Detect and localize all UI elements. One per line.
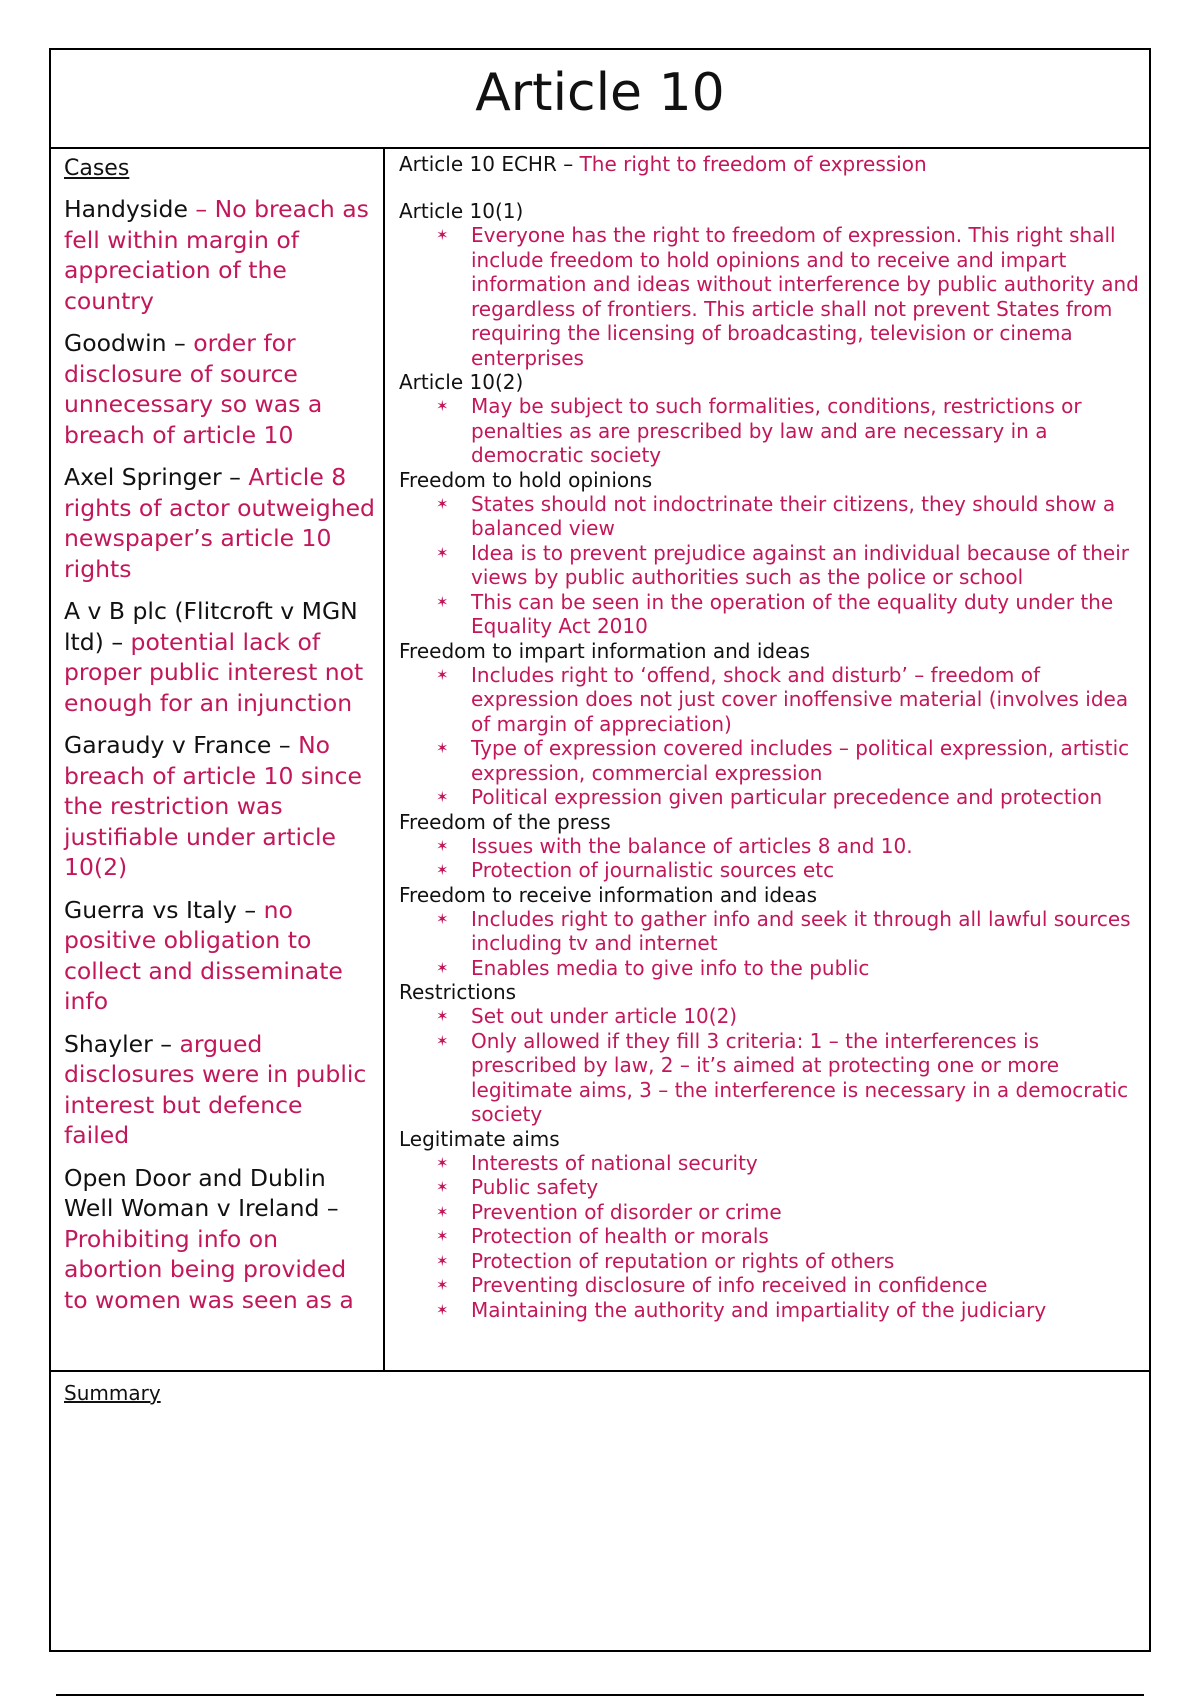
bullet-text: States should not indoctrinate their citizens, they should show a balanced view bbox=[471, 491, 1116, 540]
bullet-text: This can be seen in the operation of the equality duty under the Equality Act 2010 bbox=[471, 589, 1114, 638]
article-heading bbox=[399, 152, 1141, 176]
bullet-item bbox=[436, 1004, 1141, 1029]
case-description: Article 8 rights of actor outweighed newspaper’s article 10 rights bbox=[64, 463, 375, 583]
star-bullet-icon: ✶ bbox=[436, 1300, 449, 1319]
section-title: Article 10(1) bbox=[399, 199, 524, 223]
case-name: Shayler bbox=[64, 1029, 153, 1058]
bullet-text: Protection of health or morals bbox=[471, 1224, 769, 1248]
star-bullet-icon: ✶ bbox=[436, 1007, 449, 1025]
star-bullet-icon: ✶ bbox=[436, 958, 449, 977]
case-separator: – bbox=[319, 1194, 339, 1222]
bullet-text: Includes right to gather info and seek it through all lawful sources including tv and internet bbox=[471, 906, 1131, 955]
case-item bbox=[64, 1029, 375, 1151]
star-bullet-icon: ✶ bbox=[436, 592, 449, 611]
bullet-text: Prevention of disorder or crime bbox=[471, 1199, 782, 1224]
star-bullet-icon: ✶ bbox=[436, 739, 449, 757]
bullet-list bbox=[399, 907, 1141, 981]
bullet-text: Issues with the balance of articles 8 and 10. bbox=[471, 833, 913, 858]
case-name: Goodwin bbox=[64, 329, 167, 357]
bullet-text: Enables media to give info to the public bbox=[471, 955, 870, 980]
case-description: argued disclosures were in public interest but defence failed bbox=[64, 1029, 367, 1149]
bullet-item bbox=[436, 955, 1141, 981]
bullet-text: Everyone has the right to freedom of expression. This right shall include freedom to hold opinions and to receive and impart information and ideas without interference by public authority and regardless of frontiers. This article shall not prevent States from requiring the licensing of broadcasting, television or cinema enterprises bbox=[471, 223, 1139, 370]
bullet-text: Public safety bbox=[471, 1175, 599, 1199]
bullet-item bbox=[436, 1028, 1141, 1127]
page-title: Article 10 bbox=[475, 63, 725, 123]
star-bullet-icon: ✶ bbox=[436, 543, 449, 562]
star-bullet-icon: ✶ bbox=[436, 788, 449, 806]
star-bullet-icon: ✶ bbox=[436, 836, 449, 855]
case-description: Prohibiting info on abortion being provided to women was seen as a bbox=[64, 1224, 354, 1314]
case-separator: – bbox=[236, 895, 264, 924]
section-title: Article 10(2) bbox=[399, 370, 524, 394]
bullet-item bbox=[436, 906, 1141, 956]
case-description: no positive obligation to collect and disseminate info bbox=[64, 895, 343, 1015]
case-item bbox=[64, 730, 375, 883]
star-bullet-icon: ✶ bbox=[436, 494, 449, 513]
case-item bbox=[64, 462, 375, 584]
bullet-text: Includes right to ‘offend, shock and disturb’ – freedom of expression does not just cover inoffensive material (involves idea of margin of appreciation) bbox=[471, 662, 1129, 736]
footer-divider bbox=[56, 1694, 1144, 1696]
bullet-text: Protection of reputation or rights of others bbox=[471, 1248, 895, 1273]
case-item bbox=[64, 194, 375, 316]
bullet-list bbox=[399, 1004, 1141, 1127]
section-title: Freedom to receive information and ideas bbox=[399, 882, 818, 907]
case-description: No breach as fell within margin of appreciation of the country bbox=[64, 195, 369, 315]
article-heading-label: Article 10 ECHR – bbox=[399, 152, 580, 176]
case-separator: – bbox=[103, 627, 131, 656]
bullet-item bbox=[436, 785, 1141, 810]
bullet-item bbox=[436, 1273, 1141, 1298]
bullet-item bbox=[436, 1150, 1141, 1176]
star-bullet-icon: ✶ bbox=[436, 1178, 449, 1196]
bullet-item bbox=[436, 491, 1141, 541]
case-separator: – bbox=[166, 329, 194, 357]
bullet-item bbox=[436, 1248, 1141, 1274]
star-bullet-icon: ✶ bbox=[436, 1153, 449, 1172]
notes-sections bbox=[399, 199, 1141, 1322]
bullet-item bbox=[436, 540, 1141, 590]
bullet-item bbox=[436, 1224, 1141, 1249]
star-bullet-icon: ✶ bbox=[436, 1202, 449, 1221]
star-bullet-icon: ✶ bbox=[436, 909, 449, 928]
case-description: order for disclosure of source unnecessary so was a breach of article 10 bbox=[64, 329, 323, 449]
case-item bbox=[64, 1163, 375, 1316]
bullet-item bbox=[436, 858, 1141, 883]
star-bullet-icon: ✶ bbox=[436, 665, 449, 684]
cases-column bbox=[51, 147, 385, 1370]
star-bullet-icon: ✶ bbox=[436, 861, 449, 879]
section-title: Legitimate aims bbox=[399, 1126, 560, 1151]
star-bullet-icon: ✶ bbox=[436, 397, 449, 415]
section-title: Freedom to hold opinions bbox=[399, 467, 653, 492]
bullet-list bbox=[399, 1151, 1141, 1323]
bullet-list bbox=[399, 394, 1141, 468]
bullet-text: Maintaining the authority and impartiality of the judiciary bbox=[471, 1297, 1047, 1322]
case-name: Garaudy v France bbox=[64, 731, 272, 759]
star-bullet-icon: ✶ bbox=[436, 1251, 449, 1270]
case-separator: – bbox=[221, 463, 249, 491]
star-bullet-icon: ✶ bbox=[436, 1227, 449, 1245]
section-title: Freedom of the press bbox=[399, 809, 611, 834]
star-bullet-icon: ✶ bbox=[436, 226, 449, 244]
bullet-item bbox=[436, 394, 1141, 468]
bullet-text: Interests of national security bbox=[471, 1150, 758, 1175]
bullet-item bbox=[436, 1175, 1141, 1200]
notes-column bbox=[385, 147, 1149, 1370]
document-table bbox=[49, 48, 1151, 1652]
star-bullet-icon: ✶ bbox=[436, 1031, 449, 1050]
bullet-item bbox=[436, 736, 1141, 785]
bullet-text: Idea is to prevent prejudice against an individual because of their views by public authorities such as the police or school bbox=[471, 540, 1130, 589]
bullet-item bbox=[436, 1297, 1141, 1323]
case-item bbox=[64, 328, 375, 450]
bullet-item bbox=[436, 1199, 1141, 1225]
bullet-list bbox=[399, 663, 1141, 810]
case-name: Handyside bbox=[64, 195, 188, 223]
bullet-list bbox=[399, 834, 1141, 883]
cases-list bbox=[64, 194, 375, 1315]
summary-row bbox=[51, 1370, 1149, 1650]
bullet-text: Set out under article 10(2) bbox=[471, 1004, 738, 1028]
cases-heading: Cases bbox=[64, 156, 130, 181]
bullet-item bbox=[436, 589, 1141, 639]
case-description: No breach of article 10 since the restriction was justifiable under article 10(2) bbox=[64, 731, 362, 881]
case-name: Axel Springer bbox=[64, 463, 222, 491]
bullet-text: Only allowed if they fill 3 criteria: 1 – the interferences is prescribed by law, 2 – it’s aimed at protecting one or more legitimate aims, 3 – the interference is necessary in a democratic society bbox=[471, 1028, 1129, 1126]
article-heading-subtitle: The right to freedom of expression bbox=[579, 152, 927, 176]
title-row bbox=[51, 50, 1149, 149]
bullet-item bbox=[436, 223, 1141, 370]
case-description: potential lack of proper public interest not enough for an injunction bbox=[64, 627, 364, 717]
case-separator: – bbox=[152, 1029, 180, 1058]
case-name: Open Door and Dublin Well Woman v Ireland bbox=[64, 1163, 326, 1222]
section-title: Restrictions bbox=[399, 980, 517, 1004]
bullet-item bbox=[436, 662, 1141, 737]
case-separator: – bbox=[187, 195, 215, 223]
summary-heading: Summary bbox=[64, 1381, 161, 1405]
case-name: Guerra vs Italy bbox=[64, 895, 237, 924]
case-item bbox=[64, 895, 375, 1017]
section-title: Freedom to impart information and ideas bbox=[399, 638, 811, 663]
bullet-item bbox=[436, 833, 1141, 859]
case-separator: – bbox=[271, 731, 299, 759]
case-item bbox=[64, 596, 375, 718]
case-name: A v B plc (Flitcroft v MGN ltd) bbox=[64, 597, 358, 656]
bullet-text: Type of expression covered includes – political expression, artistic expression, commercial expression bbox=[471, 736, 1130, 785]
bullet-text: May be subject to such formalities, conditions, restrictions or penalties as are prescribed by law and are necessary in a democratic society bbox=[471, 394, 1082, 467]
star-bullet-icon: ✶ bbox=[436, 1276, 449, 1294]
bullet-text: Political expression given particular precedence and protection bbox=[471, 785, 1103, 809]
bullet-text: Preventing disclosure of info received in confidence bbox=[471, 1273, 988, 1297]
bullet-list bbox=[399, 223, 1141, 370]
bullet-list bbox=[399, 492, 1141, 639]
bullet-text: Protection of journalistic sources etc bbox=[471, 858, 835, 882]
